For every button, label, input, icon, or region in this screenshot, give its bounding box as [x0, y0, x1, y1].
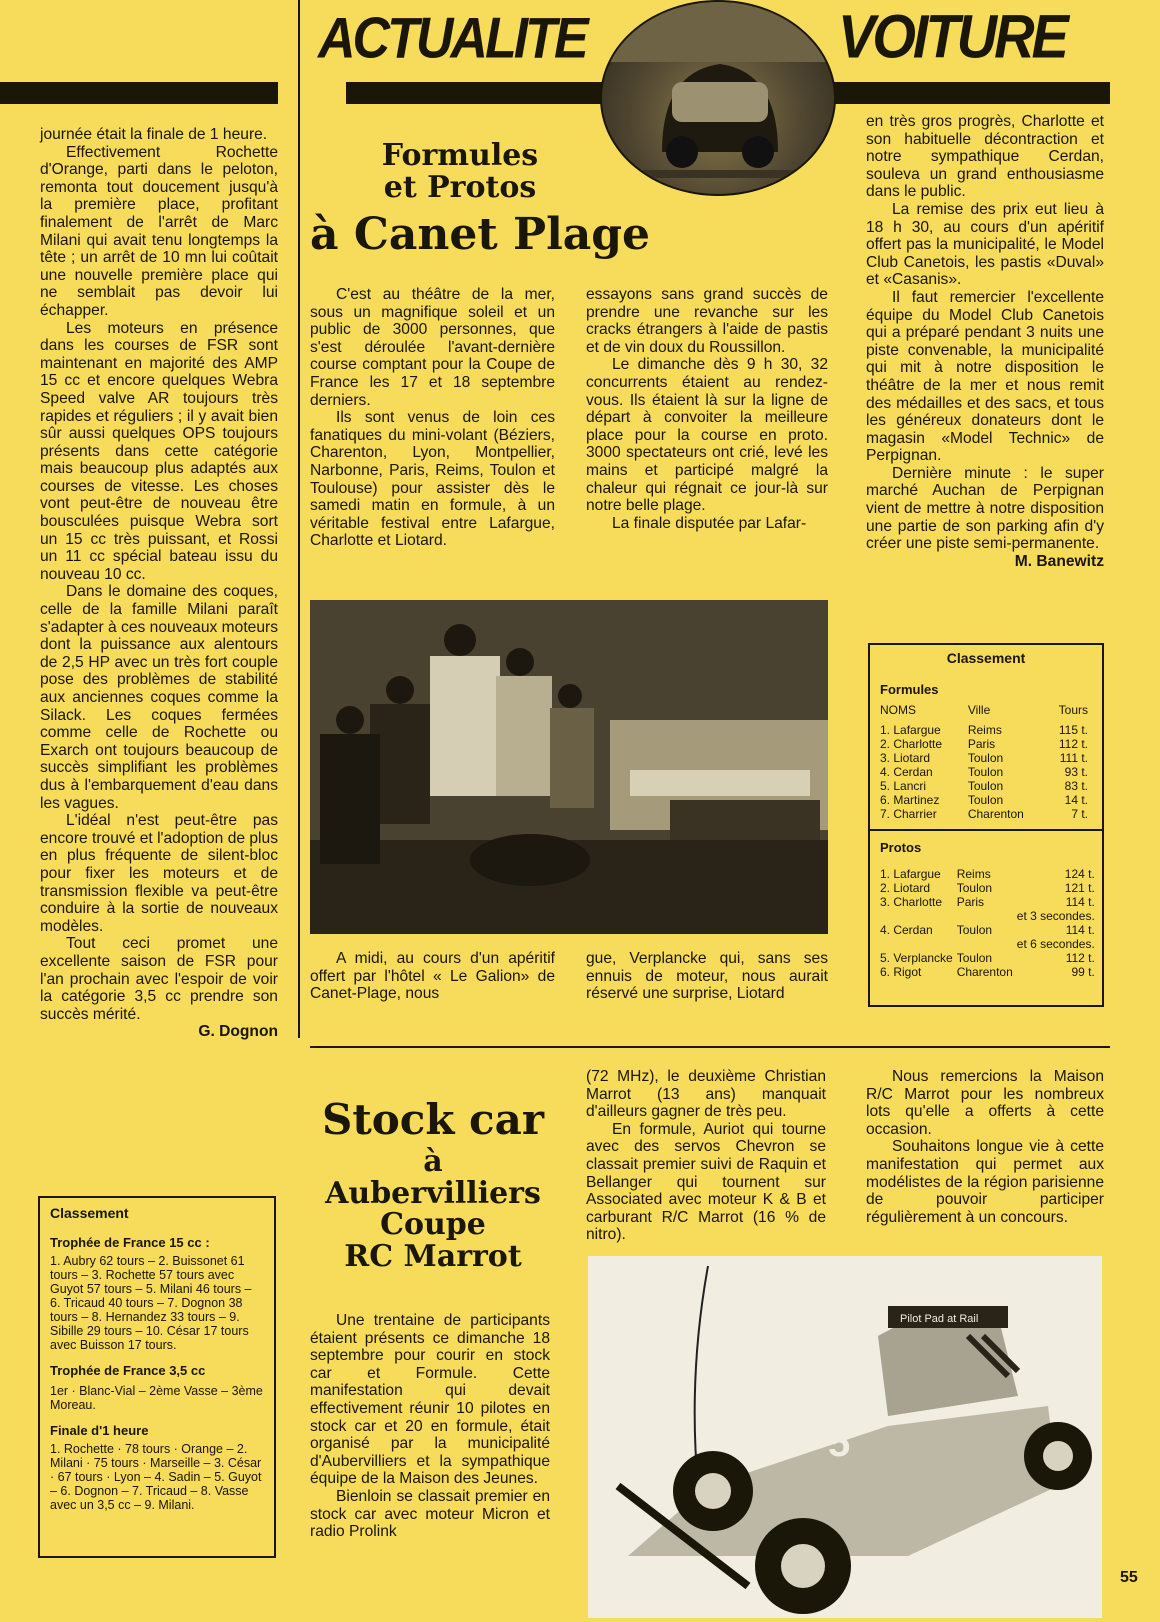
paragraph: En formule, Auriot qui tourne avec des servos Chevron se classait premier suivi de Raquin et Bellanger qui tournent sur Associated avec moteur K & B et carburant R/C Marrot (16 % de nitro). [586, 1120, 826, 1244]
trophy-35cc-results: 1er · Blanc-Vial – 2ème Vasse – 3ème Moreau. [50, 1384, 263, 1412]
header-cell: Tours [1058, 703, 1088, 717]
paragraph: Souhaitons longue vie à cette manifestation qui permet aux modélistes de la région parisienne de pouvoir participer régulièrement à un concours. [866, 1138, 1104, 1226]
article1-column2-bottom [310, 950, 555, 1003]
signature-banewitz: M. Banewitz [1014, 552, 1104, 570]
cell: 3. Liotard [880, 751, 931, 765]
cell: Toulon [967, 779, 1004, 793]
title-line: Stock car [322, 1095, 544, 1144]
table-row [880, 751, 1092, 765]
cell: 115 t. [1058, 723, 1088, 737]
paragraph: Les moteurs en présence dans les courses de FSR sont maintenant en majorité des AMP 15 cc et encore quelques Webra Speed valve AR toujours très rapides et réguliers ; il y avait bien sûr aussi quelques OPS toujours présents dans cette catégorie mais beaucoup plus adaptés aux courses de vitesse. Les choses vont peut-être de nouveau être bousculées puisque Webra sort un 15 cc très puissant, et Rossi un 11 cc spécial bateau issu du nouveau 10 cc. [40, 319, 278, 583]
cell: 7 t. [1071, 807, 1088, 821]
table-header-row [880, 703, 1092, 717]
cell: 112 t. [1058, 737, 1088, 751]
trophy-15cc-results: 1. Aubry 62 tours – 2. Buissonet 61 tours – 3. Rochette 57 tours avec Guyot 57 tours – 5. Milani 46 tours – 6. Tricaud 40 tours – 7. Dognon 38 tours – 8. Hernandez 33 tours – 9. Sibille 29 tours – 10. César 17 tours avec Buisson 17 tours. [50, 1254, 252, 1352]
formules-table [880, 703, 1092, 821]
cell: 99 t. [1071, 965, 1095, 979]
paragraph: Dernière minute : le super marché Auchan de Perpignan vient de mettre à notre disposition une partie de son parking afin d'y créer une piste semi-permanente. [866, 464, 1104, 553]
header-photo-car [600, 0, 836, 196]
cell: Toulon [956, 951, 993, 965]
cell: Reims [967, 723, 1002, 737]
cell: Paris [956, 895, 985, 909]
cell: et 6 secondes. [1016, 937, 1095, 951]
paragraph: C'est au théâtre de la mer, sous un magnifique soleil et un public de 3000 personnes, que s'est déroulée l'avant-dernière course comptant pour la Coupe de France les 17 et 18 septembre derniers. [310, 286, 555, 409]
table-row [880, 937, 1099, 951]
cell: Toulon [967, 751, 1004, 765]
table-row [880, 793, 1092, 807]
article1-column3-bottom [586, 950, 828, 1003]
paragraph: Il faut remercier l'excellente équipe du Model Club Canetois qui a préparé pendant 3 nuits une piste convenable, la municipalité qui mit à notre disposition le théâtre de la mer et nous remit des médailles et des sacs, et tous les généreux donateurs dont le magasin «Model Technic» de Perpignan. [866, 288, 1104, 465]
header-divider [298, 0, 300, 104]
title-line: Formules [381, 138, 539, 173]
cell: 3. Charlotte [880, 895, 943, 909]
table-row [880, 723, 1092, 737]
trophy-35cc-title: Trophée de France 3,5 cc [50, 1363, 206, 1378]
paragraph: A midi, au cours d'un apéritif offert par l'hôtel « Le Galion» de Canet-Plage, nous [310, 950, 555, 1003]
cell: Toulon [967, 765, 1004, 779]
car-sticker-text: Pilot Pad at Rail [900, 1313, 979, 1325]
cell: Charenton [956, 965, 1013, 979]
table-row [880, 807, 1092, 821]
title-line: à [423, 1144, 443, 1180]
table-row [880, 867, 1099, 881]
paragraph: gue, Verplancke qui, sans ses ennuis de moteur, nous aurait réservé une surprise, Liotard [586, 950, 828, 1003]
cell: 114 t. [1065, 895, 1095, 909]
article2-title [306, 1095, 560, 1274]
table-row [880, 909, 1099, 923]
cell: 83 t. [1064, 779, 1088, 793]
cell [880, 937, 957, 951]
header-band-mid [346, 82, 608, 104]
cell: 4. Cerdan [880, 765, 933, 779]
cell [957, 909, 1017, 923]
table-row [880, 765, 1092, 779]
table-row [880, 737, 1092, 751]
cell [880, 909, 957, 923]
paragraph: La remise des prix eut lieu à 18 h 30, au cours d'un apéritif offert pas la municipalité, le Model Club Canetois, les pastis «Duval» et «Casanis». [866, 200, 1104, 289]
box-title: Classement [946, 650, 1026, 666]
cell: 5. Lancri [880, 779, 927, 793]
paragraph: Dans le domaine des coques, celle de la famille Milani paraît s'adapter à ces nouveaux moteurs dont la puissance aux alentours de 2,5 HP avec un très fort couple pose des problèmes de stabilité aux anciennes coques comme la Silack. Les coques fermées comme celle de Rochette ou Exarch ont toujours beaucoup de succès simplifiant les problèmes dus à l'embarquement d'eau dans les vagues. [40, 583, 278, 812]
table-row [880, 779, 1092, 793]
signature-dognon: G. Dognon [198, 1023, 278, 1041]
header-band-right [828, 82, 1110, 104]
article2-column2 [586, 1068, 826, 1244]
article2-column1 [310, 1312, 550, 1541]
paragraph: La finale disputée par Lafar- [612, 514, 807, 532]
article1-column3 [586, 286, 828, 532]
photo-stock-car [588, 1256, 1102, 1618]
paragraph: Bienloin se classait premier en stock car avec moteur Micron et radio Prolink [310, 1487, 550, 1541]
cell: 5. Verplancke [880, 951, 953, 965]
cell: Toulon [956, 923, 993, 937]
cell: 111 t. [1059, 751, 1088, 765]
cell: 2. Charlotte [880, 737, 943, 751]
cell: 14 t. [1064, 793, 1088, 807]
cell: 114 t. [1065, 923, 1095, 937]
article1-title-top [310, 140, 610, 203]
title-line: et Protos [383, 169, 537, 205]
classement-canet-box [868, 643, 1104, 1007]
table-row [880, 923, 1099, 937]
protos-label: Protos [880, 840, 922, 855]
paragraph: Tout ceci promet une excellente saison de FSR pour l'an prochain avec l'espoir de voir la catégorie 3,5 cc prendre son succès mérité. [40, 935, 278, 1023]
protos-table [880, 867, 1099, 979]
cell: Toulon [967, 793, 1004, 807]
trophy-15cc-title: Trophée de France 15 cc : [50, 1235, 210, 1250]
finale-results: 1. Rochette · 78 tours · Orange – 2. Milani · 75 tours · Marseille – 3. César · 67 tours · Lyon – 4. Sadin – 5. Guyot – 6. Dognon – 7. Tricaud – 8. Vasse avec un 3,5 cc – 9. Milani. [50, 1442, 262, 1512]
cell: 1. Lafargue [880, 723, 941, 737]
paragraph: L'idéal n'est peut-être pas encore trouvé et l'adoption de plus en plus fréquente de silent-bloc pour fixer les moteurs et de transmission flexible va peut-être conduire à la sortie de nouveaux modèles. [40, 812, 278, 935]
article2-column3 [866, 1068, 1104, 1226]
cell: 1. Lafargue [880, 867, 941, 881]
formules-label: Formules [880, 682, 939, 697]
paragraph: Nous remercions la Maison R/C Marrot pour les nombreux lots qu'elle a offerts à cette occasion. [866, 1068, 1104, 1138]
cell: Reims [956, 867, 991, 881]
paragraph: Effectivement Rochette d'Orange, parti dans le peloton, remonta tout doucement jusqu'à la première place, profitant finalement de l'arrêt de Marc Milani qui avait tenu longtemps la tête ; un arrêt de 10 mn lui coûtait une nouvelle première place qui ne semblait pas devoir lui échapper. [40, 143, 278, 319]
box-title: Classement [50, 1205, 129, 1221]
title-line: Aubervilliers [325, 1175, 541, 1211]
header-cell: Ville [967, 703, 991, 717]
header-band-left [0, 82, 278, 104]
title-line: Coupe [380, 1207, 486, 1243]
paragraph: Une trentaine de participants étaient présents ce dimanche 18 septembre pour courir en stock car et Formule. Cette manifestation qui devait effectivement réunir 10 pilotes en stock car et 20 en formule, était organisé par la municipalité d'Aubervilliers et la sympathique équipe de la Maison des Jeunes. [310, 1312, 550, 1488]
cell: 121 t. [1064, 881, 1095, 895]
header-actualite: ACTUALITE [318, 6, 586, 71]
header-cell: NOMS [880, 703, 916, 717]
car-number: 5 [828, 1421, 851, 1465]
paragraph: en très gros progrès, Charlotte et son habituelle décontraction et notre sympathique Cerdan, souleva un grand enthousiasme dans le public. [866, 113, 1104, 201]
table-row [880, 951, 1099, 965]
cell: 112 t. [1065, 951, 1095, 965]
paragraph: Ils sont venus de loin ces fanatiques du mini-volant (Béziers, Charenton, Lyon, Montpellier, Narbonne, Paris, Reims, Toulon et Toulouse) pour assister dès le samedi matin en formule, à un véritable festival entre Lafargue, Charlotte et Liotard. [310, 409, 555, 550]
table-row [880, 895, 1099, 909]
paragraph: journée était la finale de 1 heure. [40, 126, 268, 143]
article1-column2 [310, 286, 555, 550]
cell: 4. Cerdan [880, 923, 933, 937]
page-number: 55 [1120, 1569, 1138, 1586]
classement-fsr-box [38, 1196, 276, 1558]
cell: 2. Liotard [880, 881, 931, 895]
article-divider [310, 1046, 1110, 1048]
cell: 124 t. [1064, 867, 1095, 881]
cell [957, 937, 1017, 951]
article1-column4 [866, 113, 1104, 570]
paragraph: Le dimanche dès 9 h 30, 32 concurrents étaient au rendez-vous. Ils étaient là sur la ligne de départ à convoiter la meilleure place pour la course en proto. 3000 spectateurs ont crié, levé les mains et participé malgré la chaleur qui régnait ce jour-là sur notre belle plage. [586, 356, 828, 515]
finale-title: Finale d'1 heure [50, 1423, 149, 1438]
stock-car-illustration [588, 1256, 1102, 1618]
box-divider [870, 829, 1102, 831]
paragraph: essayons sans grand succès de prendre une revanche sur les cracks étrangers à l'aide de pastis et de vin doux du Roussillon. [586, 286, 828, 356]
photo-crowd [310, 600, 828, 934]
table-row [880, 881, 1099, 895]
article1-title-main: à Canet Plage [310, 209, 651, 260]
header-car-illustration [602, 2, 836, 196]
title-line: RC Marrot [344, 1238, 522, 1274]
cell: et 3 secondes. [1016, 909, 1095, 923]
cell: 7. Charrier [880, 807, 937, 821]
cell: Paris [967, 737, 996, 751]
header-voiture: VOITURE [838, 1, 1066, 71]
cell: 6. Rigot [880, 965, 922, 979]
cell: Toulon [956, 881, 993, 895]
paragraph: (72 MHz), le deuxième Christian Marrot (13 ans) manquait d'ailleurs gagner de très peu. [586, 1068, 826, 1121]
table-row [880, 965, 1099, 979]
crowd-illustration [310, 600, 828, 934]
cell: 93 t. [1064, 765, 1088, 779]
cell: 6. Martinez [880, 793, 940, 807]
cell: Charenton [967, 807, 1024, 821]
article1-column1 [40, 126, 278, 1041]
